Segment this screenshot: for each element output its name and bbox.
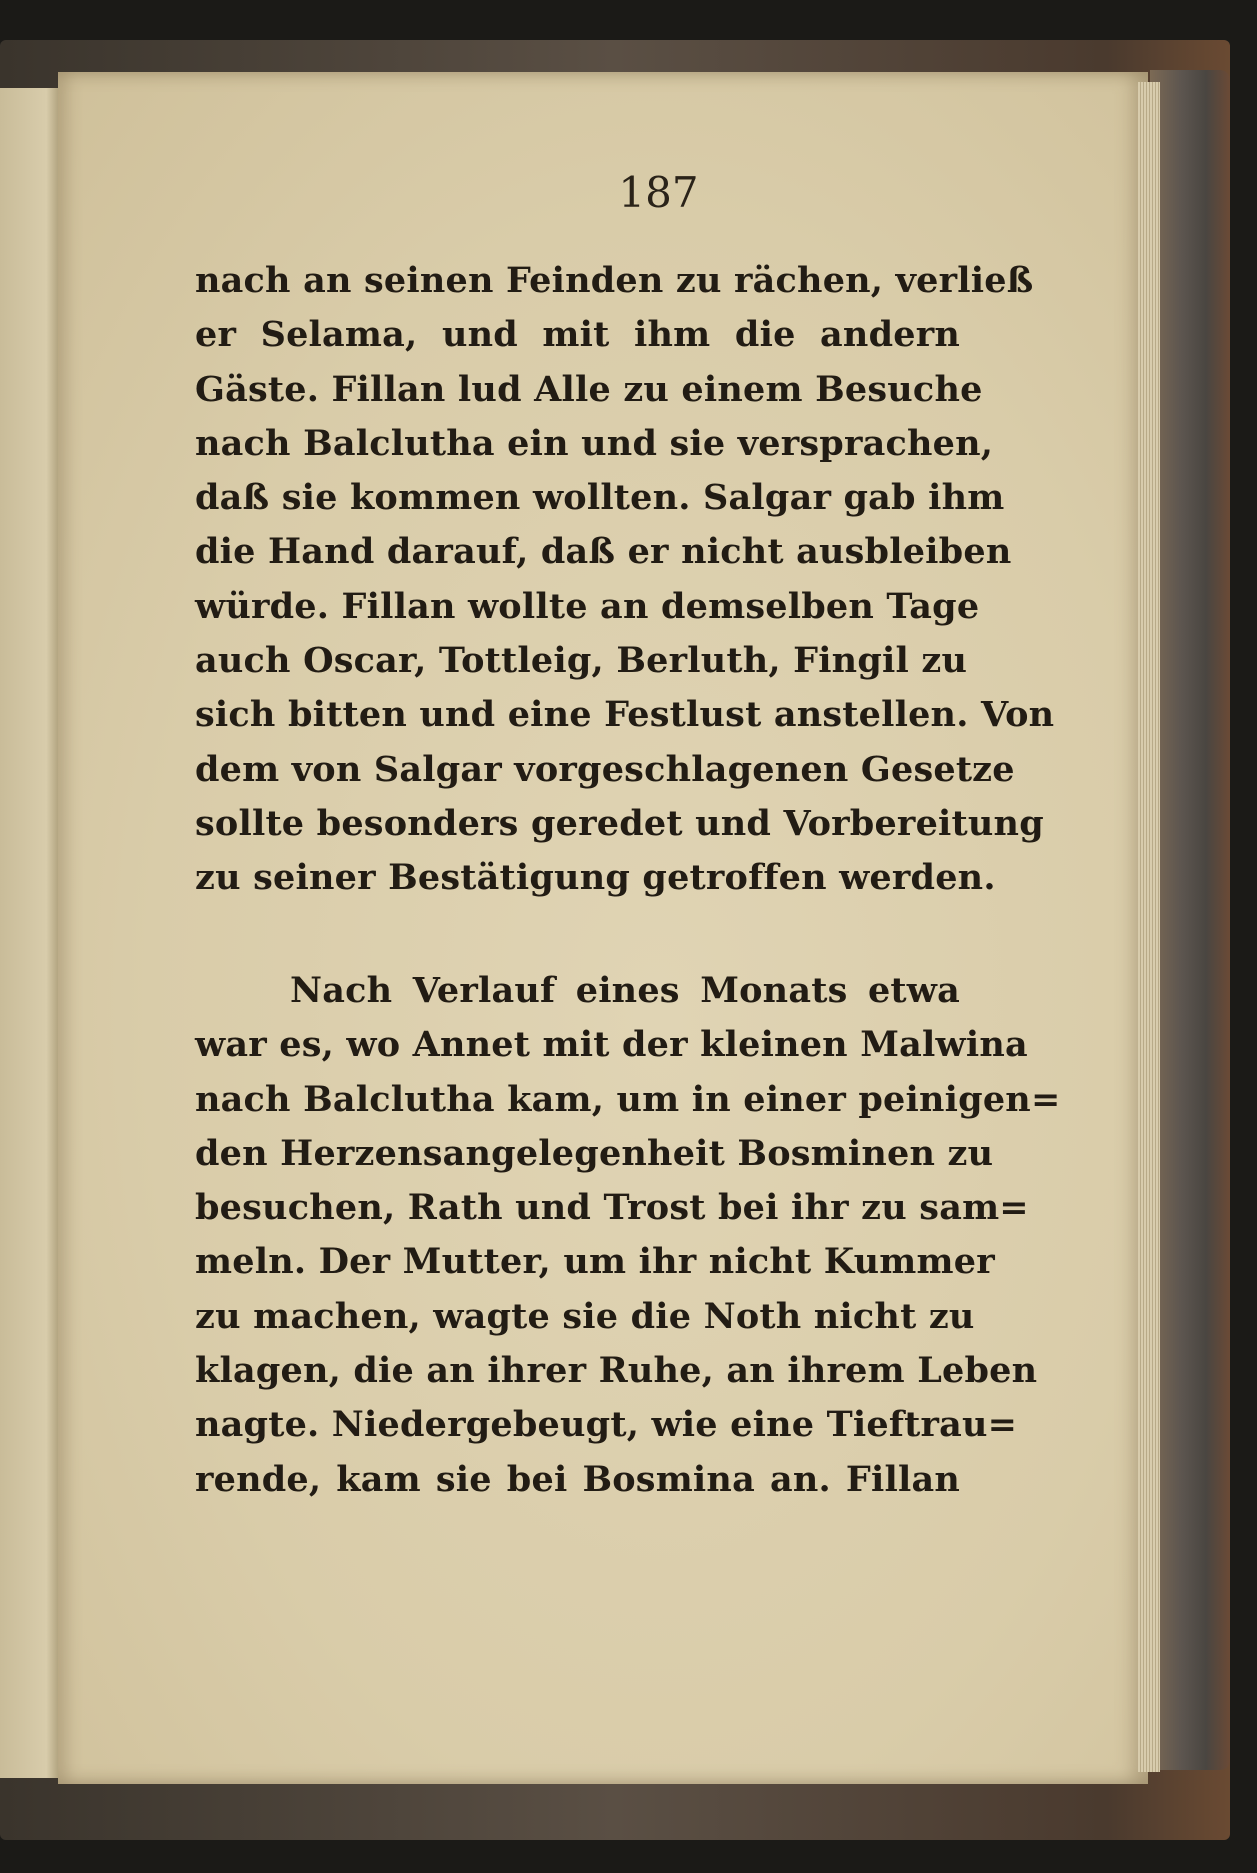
- text-line: war es, wo Annet mit der kleinen Malwina: [195, 1024, 1028, 1066]
- cover-edge: [1150, 70, 1230, 1770]
- page-block-edge: [1138, 82, 1160, 1772]
- text-line: daß sie kommen wollten. Salgar gab ihm: [195, 477, 1005, 519]
- text-line: auch Oscar, Tottleig, Berluth, Fingil zu: [195, 640, 968, 682]
- text-line: meln. Der Mutter, um ihr nicht Kummer: [195, 1241, 995, 1283]
- text-line: nach Balclutha ein und sie versprachen,: [195, 422, 994, 464]
- text-line: würde. Fillan wollte an demselben Tage: [195, 585, 980, 627]
- text-line: nach an seinen Feinden zu rächen, verließ: [195, 260, 1034, 301]
- text-line: besuchen, Rath und Trost bei ihr zu sam=: [195, 1187, 1029, 1229]
- facing-page-edge: [0, 88, 60, 1778]
- text-line: Nach Verlauf eines Monats etwa: [290, 970, 960, 1011]
- text-line: zu seiner Bestätigung getroffen werden.: [195, 857, 996, 899]
- text-line: nach Balclutha kam, um in einer peinigen=: [195, 1078, 1061, 1120]
- text-line: sollte besonders geredet und Vorbereitung: [195, 802, 1044, 844]
- paragraph-2: [195, 964, 1061, 1507]
- text-line: den Herzensangelegenheit Bosminen zu: [195, 1132, 994, 1174]
- paragraph-1: [195, 254, 1055, 906]
- text-line: nagte. Niedergebeugt, wie eine Tieftrau=: [195, 1404, 1018, 1446]
- text-line: Gäste. Fillan lud Alle zu einem Besuche: [195, 368, 983, 410]
- text-line: die Hand darauf, daß er nicht ausbleiben: [195, 531, 1012, 573]
- text-line: klagen, die an ihrer Ruhe, an ihrem Leben: [195, 1350, 1038, 1392]
- text-line: zu machen, wagte sie die Noth nicht zu: [195, 1295, 975, 1337]
- text-line: rende, kam sie bei Bosmina an. Fillan: [195, 1458, 960, 1500]
- text-line: er Selama, und mit ihm die andern: [195, 314, 960, 356]
- page-number: 187: [618, 168, 699, 217]
- text-line: dem von Salgar vorgeschlagenen Gesetze: [195, 748, 1015, 790]
- text-line: sich bitten und eine Festlust anstellen. Von: [195, 694, 1055, 736]
